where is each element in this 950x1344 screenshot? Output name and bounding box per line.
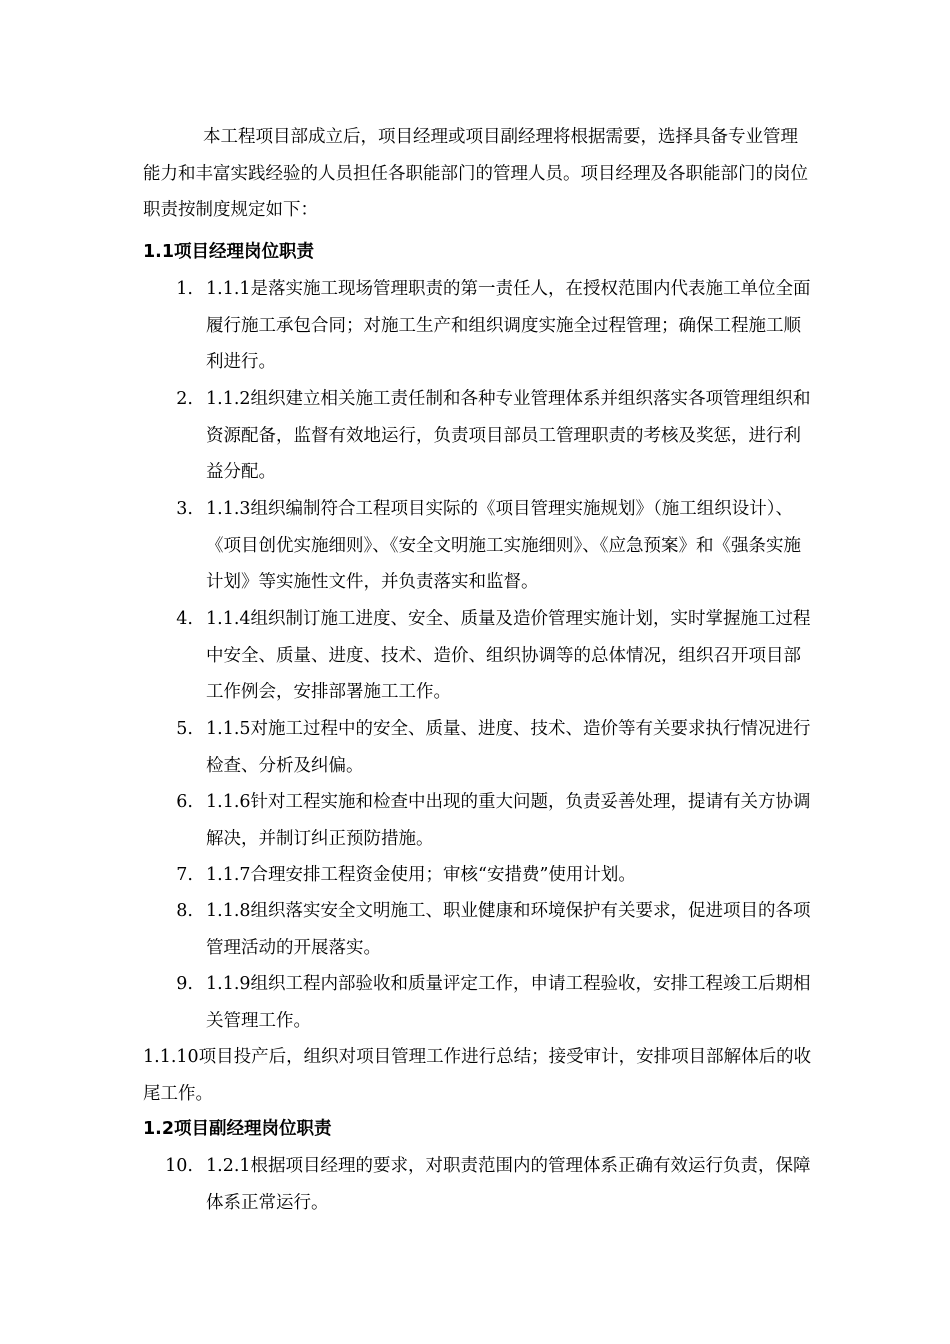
section-heading-deputy-manager: 1.2项目副经理岗位职责 bbox=[143, 1119, 332, 1139]
closing-paragraph: 1.1.10项目投产后，组织对项目管理工作进行总结；接受审计，安排项目部解体后的收尾工作。 bbox=[143, 1047, 812, 1104]
list-item-number: 3. bbox=[176, 499, 193, 519]
list-item bbox=[143, 491, 823, 601]
list-item-text: 1.1.9组织工程内部验收和质量评定工作，申请工程验收，安排工程竣工后期相关管理工作。 bbox=[206, 974, 811, 1031]
list-item-text: 1.1.8组织落实安全文明施工、职业健康和环境保护有关要求，促进项目的各项管理活动的开展落实。 bbox=[206, 901, 811, 958]
list-item bbox=[143, 381, 823, 491]
list-item-number: 2. bbox=[176, 389, 193, 409]
list-item-text: 1.1.6针对工程实施和检查中出现的重大问题，负责妥善处理，提请有关方协调解决，并制订纠正预防措施。 bbox=[206, 792, 811, 849]
list-item bbox=[143, 601, 823, 711]
list-item-text: 1.1.7合理安排工程资金使用；审核“安措费”使用计划。 bbox=[206, 865, 636, 885]
list-item-number: 8. bbox=[176, 901, 193, 921]
list-item-number: 9. bbox=[176, 974, 193, 994]
list-item bbox=[143, 784, 823, 857]
list-item-text: 1.1.4组织制订施工进度、安全、质量及造价管理实施计划，实时掌握施工过程中安全、质量、进度、技术、造价、组织协调等的总体情况，组织召开项目部工作例会，安排部署施工工作。 bbox=[206, 609, 811, 702]
list-item-text: 1.1.3组织编制符合工程项目实际的《项目管理实施规划》（施工组织设计）、《项目创优实施细则》、《安全文明施工实施细则》、《应急预案》和《强条实施计划》等实施性文件，并负责落实和监督。 bbox=[206, 499, 801, 592]
list-item bbox=[143, 1148, 823, 1221]
list-item bbox=[143, 857, 823, 894]
list-item bbox=[143, 893, 823, 966]
list-item bbox=[143, 271, 823, 381]
list-item-number: 4. bbox=[176, 609, 193, 629]
list-item-number: 5. bbox=[176, 719, 193, 739]
list-item-number: 10. bbox=[165, 1156, 193, 1176]
list-item-number: 7. bbox=[176, 865, 193, 885]
section-heading-project-manager: 1.1项目经理岗位职责 bbox=[143, 242, 315, 262]
list-item bbox=[143, 966, 823, 1039]
list-item-number: 1. bbox=[176, 279, 193, 299]
list-item-text: 1.2.1根据项目经理的要求，对职责范围内的管理体系正确有效运行负责，保障体系正常运行。 bbox=[206, 1156, 811, 1213]
intro-paragraph: 本工程项目部成立后，项目经理或项目副经理将根据需要，选择具备专业管理能力和丰富实践经验的人员担任各职能部门的管理人员。项目经理及各职能部门的岗位职责按制度规定如下： bbox=[143, 127, 808, 220]
list-item-text: 1.1.2组织建立相关施工责任制和各种专业管理体系并组织落实各项管理组织和资源配备，监督有效地运行，负责项目部员工管理职责的考核及奖惩，进行利益分配。 bbox=[206, 389, 811, 482]
list-item-text: 1.1.5对施工过程中的安全、质量、进度、技术、造价等有关要求执行情况进行检查、分析及纠偏。 bbox=[206, 719, 811, 776]
list-item bbox=[143, 711, 823, 784]
list-item-text: 1.1.1是落实施工现场管理职责的第一责任人，在授权范围内代表施工单位全面履行施工承包合同；对施工生产和组织调度实施全过程管理；确保工程施工顺利进行。 bbox=[206, 279, 811, 372]
list-item-number: 6. bbox=[176, 792, 193, 812]
